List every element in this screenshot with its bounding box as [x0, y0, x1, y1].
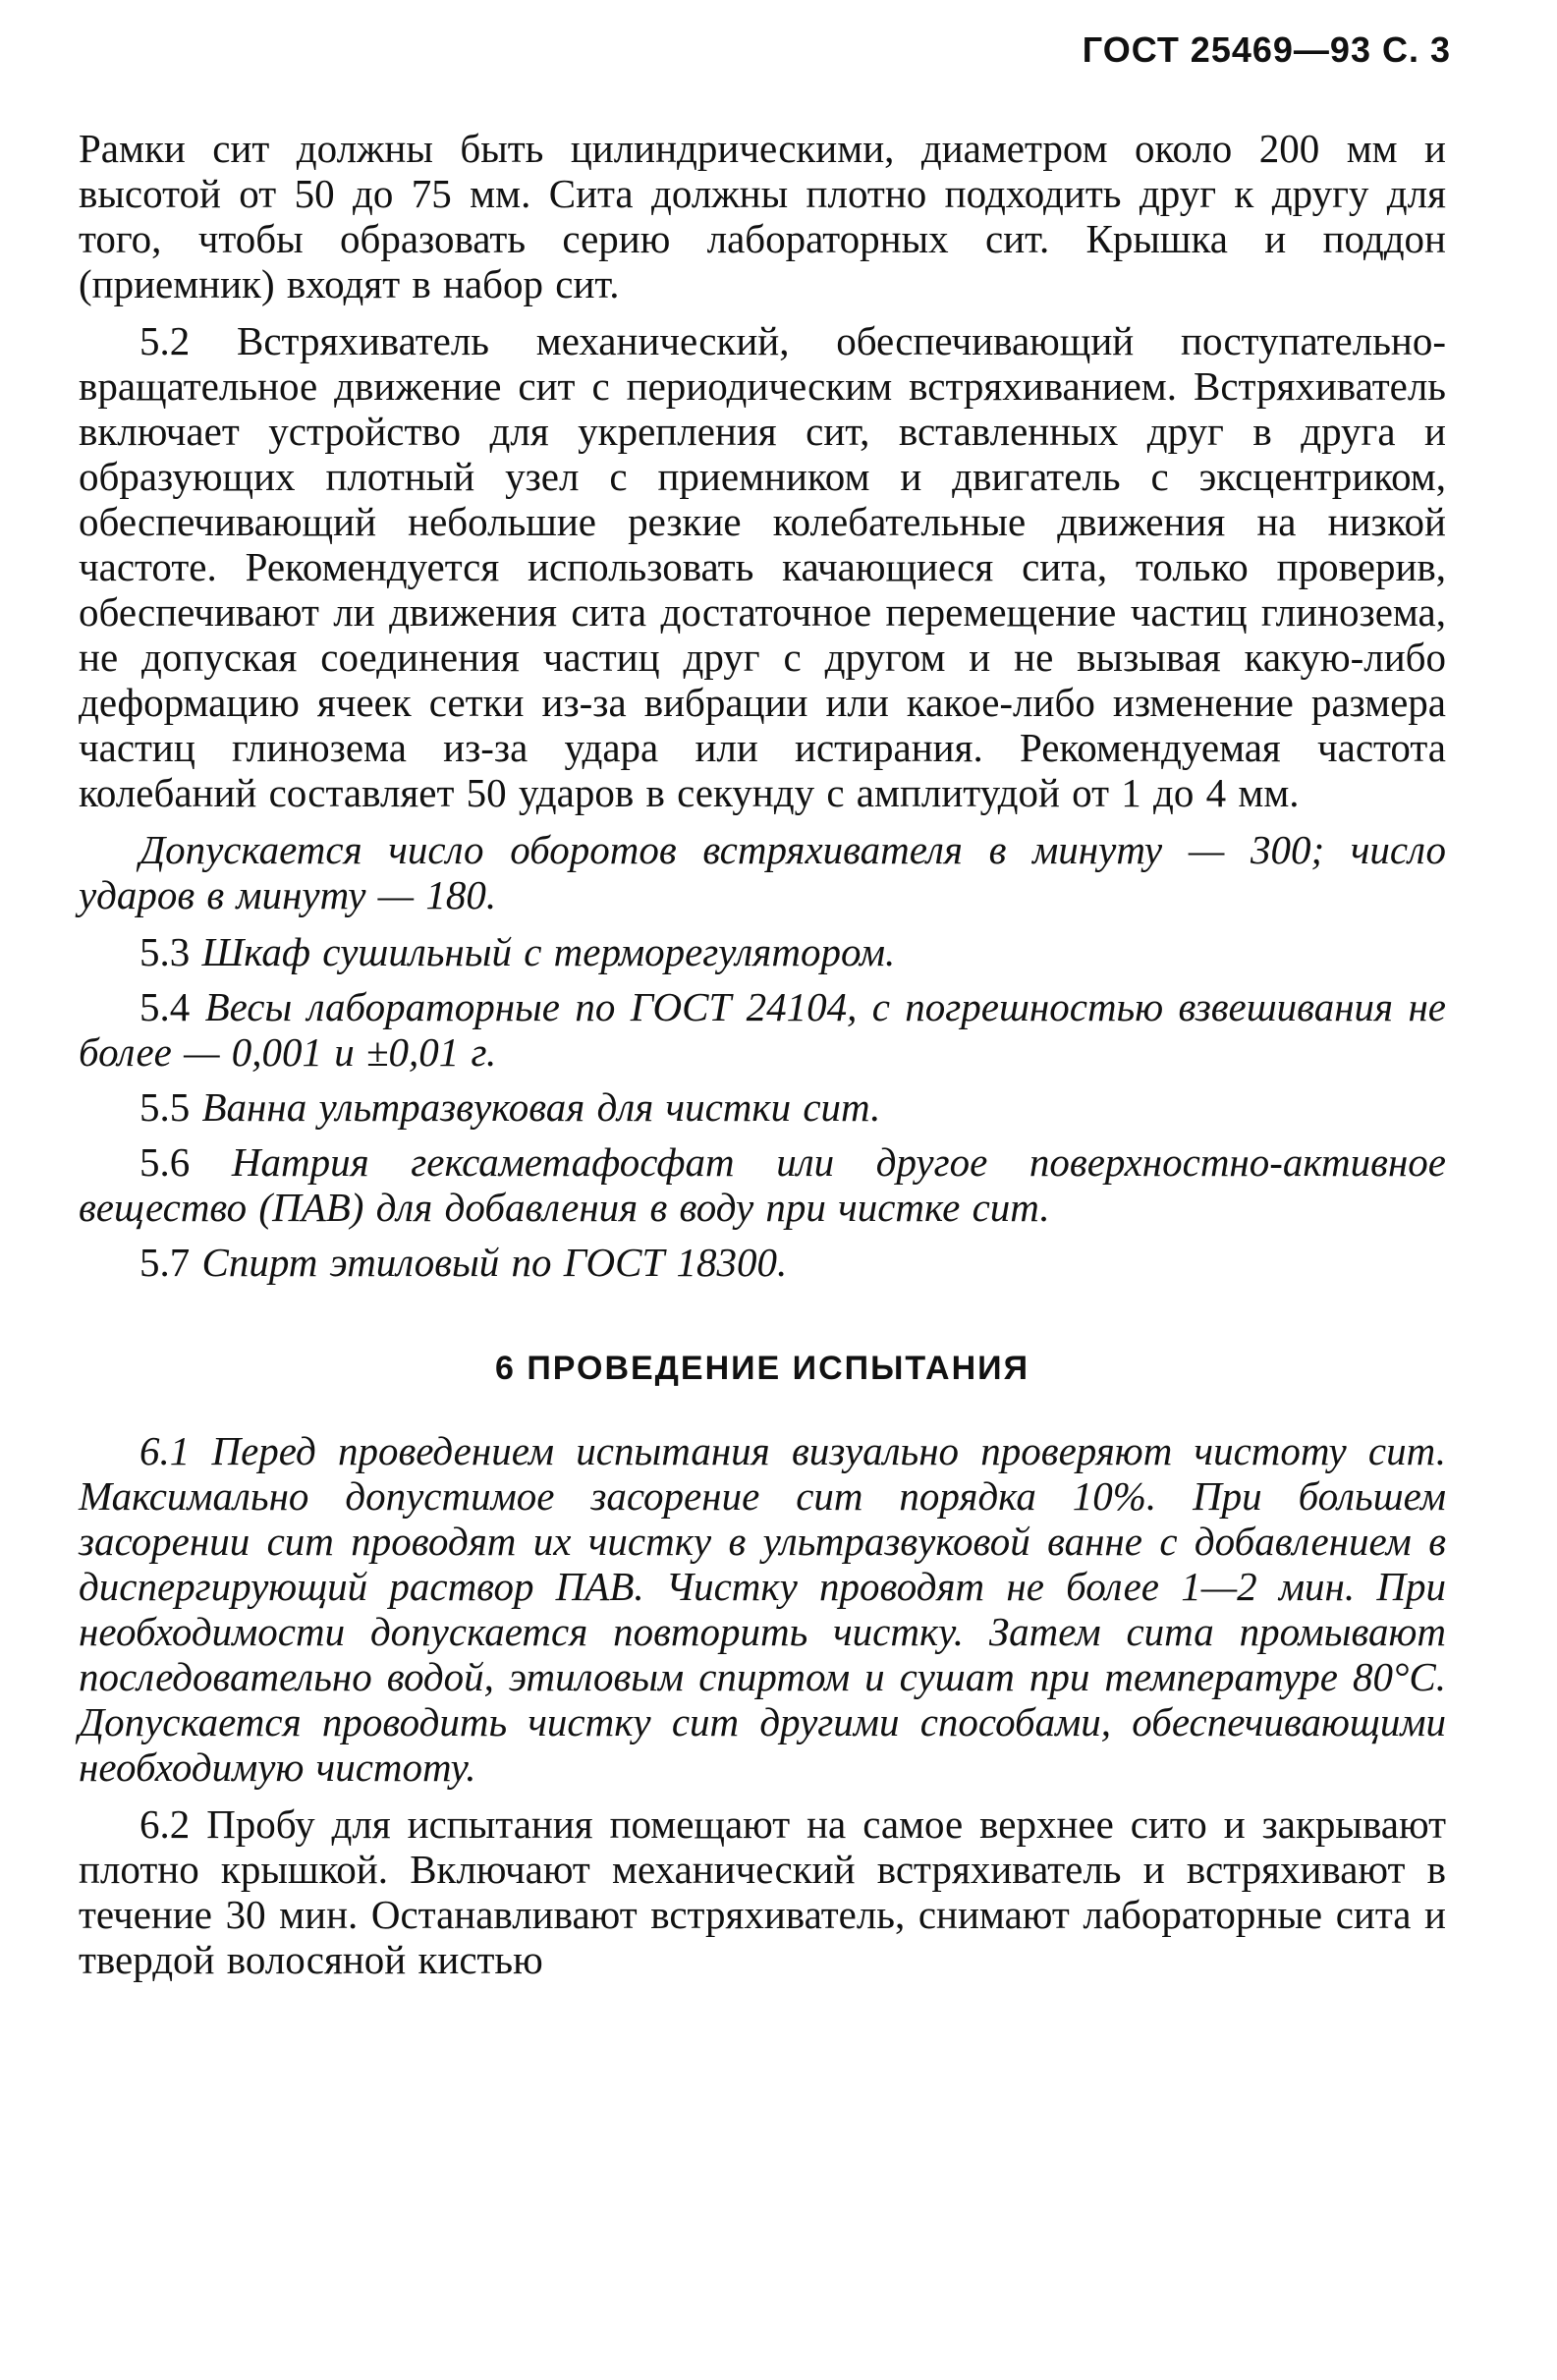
paragraph-5-6-surfactant [79, 1139, 1446, 1230]
paragraph-5-4-scales [79, 984, 1446, 1075]
item-text: Весы лабораторные по ГОСТ 24104, с погрешностью взвешивания не более — 0,001 и ±0,01 г. [79, 984, 1446, 1075]
paragraph-5-7-ethanol [79, 1240, 1446, 1285]
item-text: Ванна ультразвуковая для чистки сит. [201, 1084, 881, 1130]
paragraph-6-1-cleaning: 6.1 Перед проведением испытания визуально проверяют чистоту сит. Максимально допустимое засорение сит порядка 10%. При большем засорении сит проводят их чистку в ультразвуковой ванне с добавлением в диспергирующий раствор ПАВ. Чистку проводят не более 1—2 мин. При необходимости допускается повторить чистку. Затем сита промывают последовательно водой, этиловым спиртом и сушат при температуре 80°С. Допускается проводить чистку сит другими способами, обеспечивающими необходимую чистоту. [79, 1428, 1446, 1790]
page-header: ГОСТ 25469—93 С. 3 [1082, 29, 1451, 70]
item-number: 5.6 [139, 1139, 191, 1185]
paragraph-5-5-ultrasonic-bath [79, 1084, 1446, 1130]
item-text: Натрия гексаметафосфат или другое поверхностно-активное вещество (ПАВ) для добавления в воду при чистке сит. [79, 1139, 1447, 1230]
item-number: 5.7 [139, 1240, 191, 1285]
item-text: Спирт этиловый по ГОСТ 18300. [201, 1240, 788, 1285]
item-text: Шкаф сушильный с терморегулятором. [201, 929, 896, 974]
item-number: 5.3 [139, 929, 191, 974]
paragraph-6-2-procedure: 6.2 Пробу для испытания помещают на самое верхнее сито и закрывают плотно крышкой. Включают механический встряхиватель и встряхивают в течение 30 мин. Останавливают встряхиватель, снимают лабораторные сита и твердой волосяной кистью [79, 1801, 1446, 1982]
section-title: 6 ПРОВЕДЕНИЕ ИСПЫТАНИЯ [494, 1350, 1030, 1387]
paragraph-5-3-drying-cabinet [79, 929, 1446, 974]
document-body [79, 126, 1446, 1994]
paragraph-5-2-shaker: 5.2 Встряхиватель механический, обеспечивающий поступательно-вращательное движение сит с периодическим встряхиванием. Встряхиватель включает устройство для укрепления сит, вставленных друг в друга и образующих плотный узел с приемником и двигатель с эксцентриком, обеспечивающий небольшие резкие колебательные движения на низкой частоте. Рекомендуется использовать качающиеся сита, только проверив, обеспечивают ли движения сита достаточное перемещение частиц глинозема, не допуская соединения частиц друг с другом и не вызывая какую-либо деформацию ячеек сетки из-за вибрации или какое-либо изменение размера частиц глинозема из-за удара или истирания. Рекомендуемая частота колебаний составляет 50 ударов в секунду с амплитудой от 1 до 4 мм. [79, 318, 1446, 815]
item-number: 5.5 [139, 1084, 191, 1130]
item-number: 5.4 [139, 984, 191, 1029]
paragraph-shaker-allowed-rates: Допускается число оборотов встряхивателя в минуту — 300; число ударов в минуту — 180. [79, 827, 1446, 917]
paragraph-sieve-frames: Рамки сит должны быть цилиндрическими, диаметром около 200 мм и высотой от 50 до 75 мм. Сита должны плотно подходить друг к другу для того, чтобы образовать серию лабораторных сит. Крышка и поддон (приемник) входят в набор сит. [79, 126, 1446, 306]
